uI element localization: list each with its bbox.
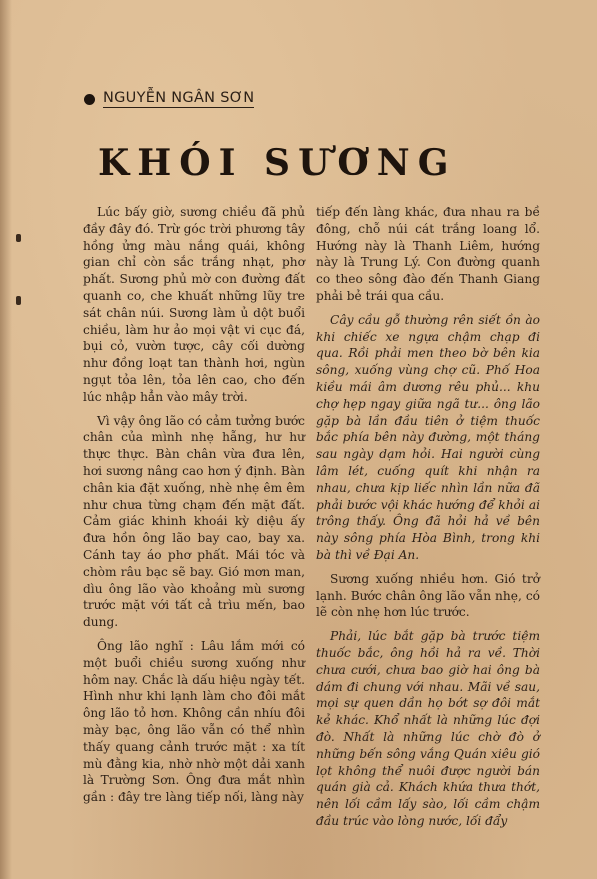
paragraph: Phải, lúc bắt gặp bà trước tiệm thuốc bắc, ông hồi hả ra về. Thời chưa cưới, chưa bao giờ hai ông bà dám đi chung với nhau. Mãi về sau, mọi sự quen dần họ bớt sợ đôi mắt kẻ khác. Khổ nhất là những lúc đợi đò. Nhất là những lúc chờ đò ở những bến sông vắng Quán xiêu gió lọt không thể nuôi được người bán quán già cả. Khách khứa thưa thớt, nên lối cầm lấy sào, lối cầm chậm đầu trúc vào lòng nước, lối đẩy xyxy=(316,629,540,828)
binding-hole-mark xyxy=(16,234,21,242)
page-edge-shadow xyxy=(0,0,12,879)
paragraph: Ông lão nghĩ : Lâu lắm mới có một buổi chiều sương xuống như hôm nay. Chắc là dấu hiệu ngày tết. Hình như khi lạnh làm cho đôi mắt ông lão tỏ hơn. Không cần nhíu đôi mày bạc, ông lão vẫn có thể nhìn thấy quang cảnh trước mặt : xa tít mù đằng kia, nhờ nhờ một dải xanh là Trường Sơn. Ông đưa mắt nhìn gần : đây tre làng tiếp nối, làng này xyxy=(83,638,305,805)
author-name: NGUYỄN NGÂN SƠN xyxy=(103,90,255,106)
byline xyxy=(84,90,254,108)
paragraph: tiếp đến làng khác, đưa nhau ra bề đông, chỗ núi cát trắng loang lổ. Hướng này là Thanh Liêm, hướng này là Trung Lý. Con đường quanh co theo sông đào đến Thanh Giang phải bẻ trái qua cầu. xyxy=(316,205,540,303)
right-column xyxy=(316,204,540,837)
left-column xyxy=(83,204,305,813)
paragraph: Vì vậy ông lão có cảm tưởng bước chân của mình nhẹ hẫng, hư hư thực thực. Bàn chân vừa đưa lên, hơi sương nâng cao hơn ý định. Bàn chân kia đặt xuống, nhè nhẹ êm êm như chưa từng chạm đến mặt đất. Cảm giác khinh khoái kỳ diệu ấy đưa hồn ông lão bay cao, bay xa. Cánh tay áo phơ phất. Mái tóc và chòm râu bạc sẽ bay. Gió mơn man, dìu ông lão vào khoảng mù sương trước mặt với tất cả trìu mến, bao dung. xyxy=(83,413,305,630)
paragraph: Cây cầu gỗ thường rên siết ồn ào khi chiếc xe ngựa chậm chạp đi qua. Rồi phải men theo bờ bên kia sông, xuống vùng chợ cũ. Phố Hoa kiều mái âm dương rêu phủ... khu chợ hẹp ngay giữa ngã tư... ông lão gặp bà lần đầu tiên ở tiệm thuốc bắc phía bên này đường, một tháng sau ngày dạm hỏi. Hai người cùng lâm lét, cuống quít khi nhận ra nhau, chưa kịp liếc nhìn lần nữa đã phải bước vội khác hướng để khỏi ai trông thấy. Ông đã hỏi hả về bên này sông phía Hòa Bình, trong khi bà thì về Đại An. xyxy=(316,312,540,562)
story-title: KHÓI SƯƠNG xyxy=(98,142,457,184)
binding-hole-mark xyxy=(16,296,21,305)
paragraph: Lúc bấy giờ, sương chiều đã phủ đầy đây đó. Trừ góc trời phương tây hồng ửng màu nắng quái, không gian chỉ còn sắc trắng nhạt, phơ phất. Sương phủ mờ con đường đất quanh co, che khuất những lũy tre sát chân núi. Sương làm ủ dột buổi chiều, làm hư ảo mọi vật vi cục đá, bụi cỏ, vườn tược, cây cối dường như đồng loạt tan thành hơi, ngùn ngụt tỏa lên, tỏa lên cao, cho đến lúc nhập hẳn vào mây trời. xyxy=(83,205,305,404)
paragraph: Sương xuống nhiều hơn. Gió trở lạnh. Bước chân ông lão vẫn nhẹ, có lẽ còn nhẹ hơn lúc trước. xyxy=(316,571,540,620)
bullet-icon xyxy=(84,94,95,105)
